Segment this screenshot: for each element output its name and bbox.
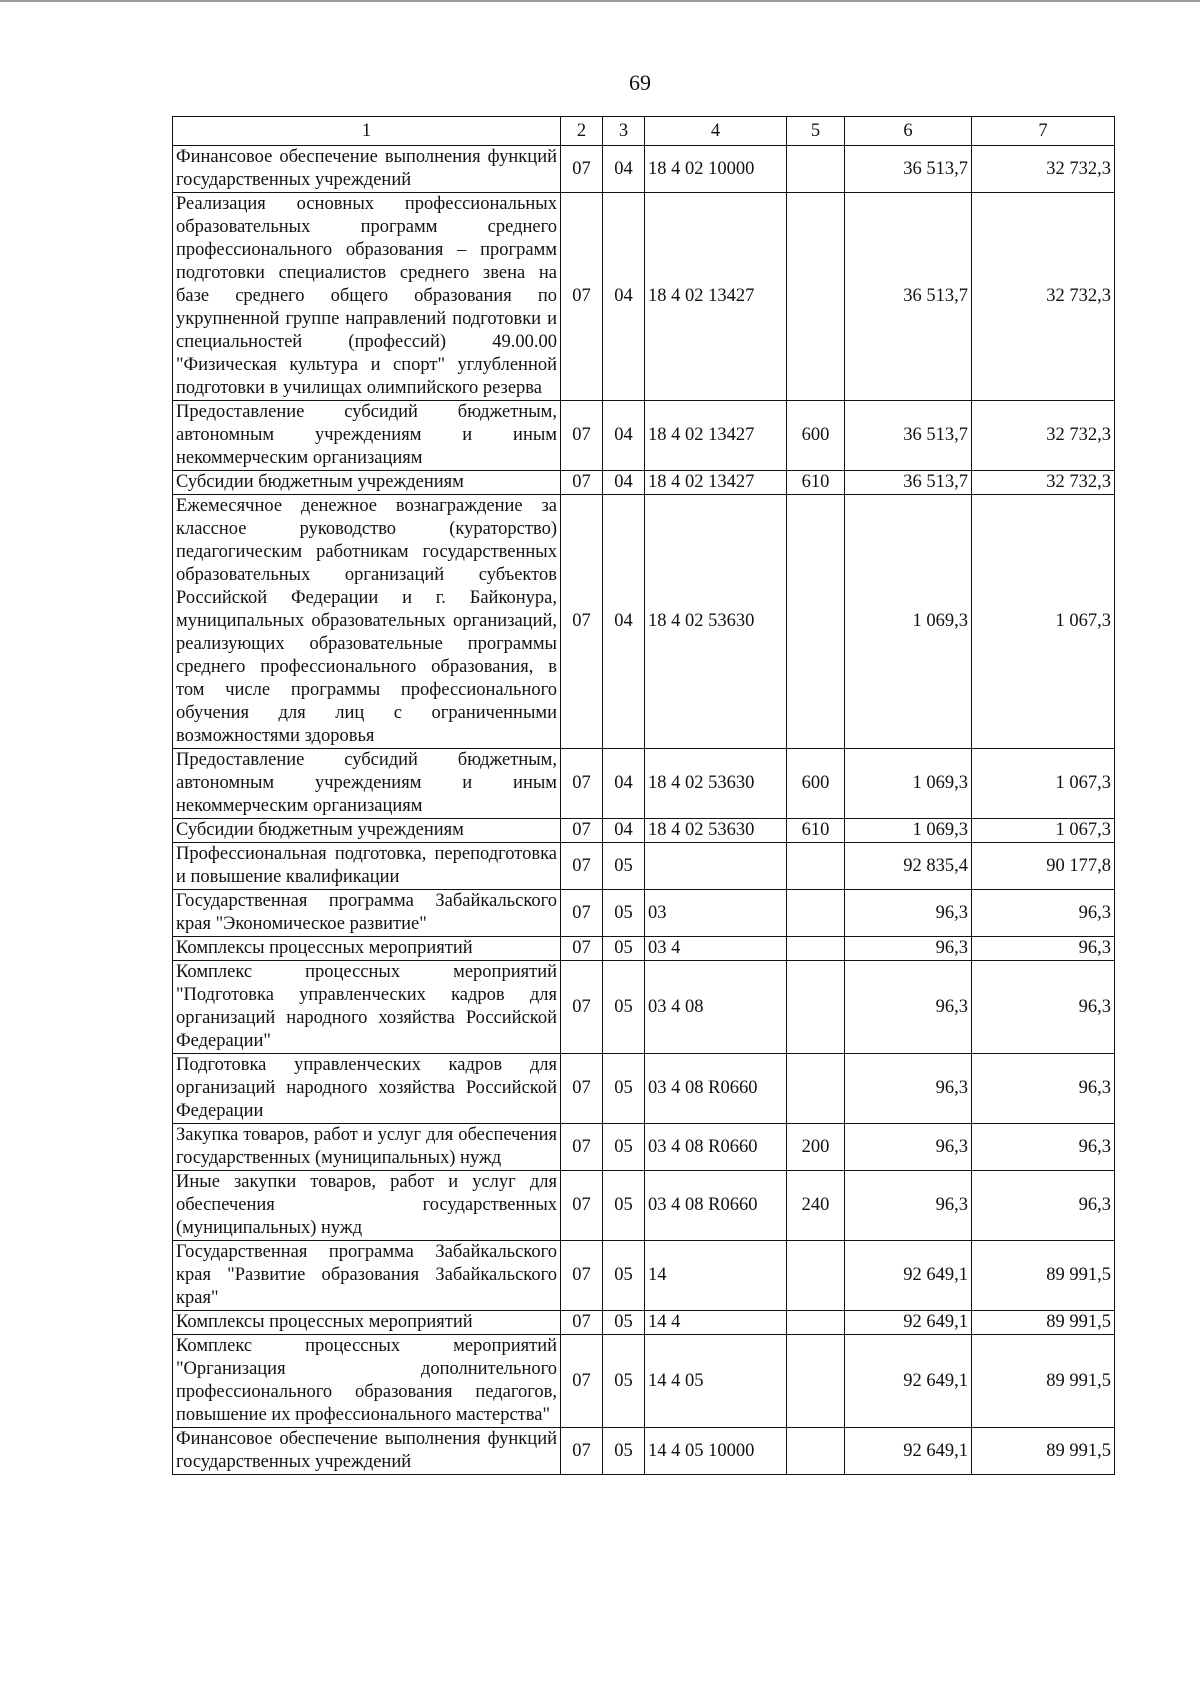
row-section: 07: [561, 1428, 603, 1475]
row-amount-2: 89 991,5: [972, 1241, 1115, 1311]
table-row: [173, 1054, 1115, 1124]
row-name: Финансовое обеспечение выполнения функций государственных учреждений: [173, 1428, 561, 1475]
row-amount-2: 32 732,3: [972, 146, 1115, 193]
row-expense-type: 610: [787, 471, 845, 495]
row-subsection: 05: [603, 1428, 645, 1475]
row-target-code: 14 4 05 10000: [645, 1428, 787, 1475]
row-expense-type: [787, 1311, 845, 1335]
table-row: [173, 1171, 1115, 1241]
row-name: Комплексы процессных мероприятий: [173, 937, 561, 961]
row-amount-2: 96,3: [972, 961, 1115, 1054]
row-name: Закупка товаров, работ и услуг для обеспечения государственных (муниципальных) нужд: [173, 1124, 561, 1171]
row-section: 07: [561, 1335, 603, 1428]
row-amount-1: 36 513,7: [845, 146, 972, 193]
header-col-3: 3: [603, 117, 645, 146]
row-expense-type: 600: [787, 401, 845, 471]
row-target-code: 03: [645, 890, 787, 937]
row-amount-1: 96,3: [845, 937, 972, 961]
row-amount-2: 96,3: [972, 937, 1115, 961]
row-amount-2: 89 991,5: [972, 1335, 1115, 1428]
table-row: [173, 471, 1115, 495]
row-subsection: 04: [603, 471, 645, 495]
row-section: 07: [561, 146, 603, 193]
row-section: 07: [561, 1171, 603, 1241]
row-amount-1: 36 513,7: [845, 401, 972, 471]
row-name: Комплексы процессных мероприятий: [173, 1311, 561, 1335]
row-expense-type: [787, 843, 845, 890]
row-expense-type: [787, 1241, 845, 1311]
row-name: Комплекс процессных мероприятий "Организация дополнительного профессионального образования педагогов, повышение их профессионального мастерства": [173, 1335, 561, 1428]
row-amount-1: 96,3: [845, 961, 972, 1054]
row-subsection: 04: [603, 401, 645, 471]
row-target-code: [645, 843, 787, 890]
table-header-row: [173, 117, 1115, 146]
row-subsection: 05: [603, 961, 645, 1054]
row-target-code: 18 4 02 13427: [645, 193, 787, 401]
table-row: [173, 193, 1115, 401]
row-target-code: 14 4: [645, 1311, 787, 1335]
row-section: 07: [561, 1241, 603, 1311]
row-target-code: 03 4 08: [645, 961, 787, 1054]
row-target-code: 18 4 02 13427: [645, 401, 787, 471]
row-amount-1: 1 069,3: [845, 819, 972, 843]
row-target-code: 03 4 08 R0660: [645, 1124, 787, 1171]
row-amount-1: 36 513,7: [845, 193, 972, 401]
row-amount-2: 89 991,5: [972, 1311, 1115, 1335]
row-name: Финансовое обеспечение выполнения функций государственных учреждений: [173, 146, 561, 193]
table-row: [173, 495, 1115, 749]
scan-edge-line: [0, 0, 1200, 2]
row-amount-2: 1 067,3: [972, 495, 1115, 749]
row-amount-1: 92 649,1: [845, 1335, 972, 1428]
row-subsection: 05: [603, 1171, 645, 1241]
row-name: Иные закупки товаров, работ и услуг для обеспечения государственных (муниципальных) нужд: [173, 1171, 561, 1241]
row-amount-2: 32 732,3: [972, 193, 1115, 401]
row-target-code: 18 4 02 53630: [645, 749, 787, 819]
row-amount-2: 89 991,5: [972, 1428, 1115, 1475]
row-section: 07: [561, 401, 603, 471]
row-section: 07: [561, 1311, 603, 1335]
header-col-4: 4: [645, 117, 787, 146]
header-col-6: 6: [845, 117, 972, 146]
table-row: [173, 1428, 1115, 1475]
row-expense-type: [787, 146, 845, 193]
row-amount-1: 96,3: [845, 1124, 972, 1171]
row-expense-type: [787, 961, 845, 1054]
row-amount-1: 96,3: [845, 890, 972, 937]
row-amount-1: 1 069,3: [845, 495, 972, 749]
table-row: [173, 146, 1115, 193]
row-subsection: 04: [603, 193, 645, 401]
row-amount-1: 92 649,1: [845, 1428, 972, 1475]
row-amount-1: 96,3: [845, 1171, 972, 1241]
row-target-code: 03 4 08 R0660: [645, 1054, 787, 1124]
row-amount-1: 92 649,1: [845, 1311, 972, 1335]
row-name: Государственная программа Забайкальского края "Развитие образования Забайкальского края": [173, 1241, 561, 1311]
row-expense-type: [787, 495, 845, 749]
row-amount-2: 32 732,3: [972, 471, 1115, 495]
table-row: [173, 749, 1115, 819]
row-section: 07: [561, 471, 603, 495]
row-expense-type: [787, 193, 845, 401]
row-expense-type: [787, 890, 845, 937]
row-target-code: 14 4 05: [645, 1335, 787, 1428]
budget-table: [172, 116, 1115, 1475]
row-subsection: 05: [603, 937, 645, 961]
row-expense-type: 240: [787, 1171, 845, 1241]
row-subsection: 04: [603, 495, 645, 749]
row-name: Реализация основных профессиональных образовательных программ среднего профессионального образования – программ подготовки специалистов среднего звена на базе среднего общего образования по укрупненной группе направлений подготовки и специальностей (профессий) 49.00.00 "Физическая культура и спорт" углубленной подготовки в училищах олимпийского резерва: [173, 193, 561, 401]
header-col-7: 7: [972, 117, 1115, 146]
row-section: 07: [561, 843, 603, 890]
header-col-5: 5: [787, 117, 845, 146]
header-col-2: 2: [561, 117, 603, 146]
row-amount-2: 96,3: [972, 1054, 1115, 1124]
row-section: 07: [561, 749, 603, 819]
row-amount-2: 1 067,3: [972, 819, 1115, 843]
table-row: [173, 1335, 1115, 1428]
row-amount-2: 1 067,3: [972, 749, 1115, 819]
page-number: 69: [629, 70, 651, 95]
row-amount-2: 32 732,3: [972, 401, 1115, 471]
row-section: 07: [561, 961, 603, 1054]
row-amount-2: 96,3: [972, 890, 1115, 937]
row-expense-type: [787, 1335, 845, 1428]
table-row: [173, 401, 1115, 471]
row-target-code: 03 4: [645, 937, 787, 961]
row-expense-type: [787, 1054, 845, 1124]
row-subsection: 04: [603, 819, 645, 843]
row-target-code: 03 4 08 R0660: [645, 1171, 787, 1241]
table-row: [173, 843, 1115, 890]
row-name: Предоставление субсидий бюджетным, автономным учреждениям и иным некоммерческим организациям: [173, 401, 561, 471]
row-expense-type: 600: [787, 749, 845, 819]
table-row: [173, 1311, 1115, 1335]
row-expense-type: 200: [787, 1124, 845, 1171]
row-subsection: 05: [603, 843, 645, 890]
row-name: Субсидии бюджетным учреждениям: [173, 471, 561, 495]
row-subsection: 04: [603, 749, 645, 819]
row-name: Ежемесячное денежное вознаграждение за классное руководство (кураторство) педагогическим работникам государственных образовательных организаций субъектов Российской Федерации и г. Байконура, муниципальных образовательных организаций, реализующих образовательные программы среднего профессионального образования, в том числе программы профессионального обучения для лиц с ограниченными возможностями здоровья: [173, 495, 561, 749]
row-subsection: 05: [603, 1335, 645, 1428]
row-name: Подготовка управленческих кадров для организаций народного хозяйства Российской Федерации: [173, 1054, 561, 1124]
row-target-code: 18 4 02 53630: [645, 495, 787, 749]
table-row: [173, 937, 1115, 961]
row-section: 07: [561, 1124, 603, 1171]
table-row: [173, 1241, 1115, 1311]
row-subsection: 05: [603, 1124, 645, 1171]
row-subsection: 05: [603, 890, 645, 937]
row-expense-type: 610: [787, 819, 845, 843]
table-row: [173, 961, 1115, 1054]
header-col-1: 1: [173, 117, 561, 146]
row-section: 07: [561, 495, 603, 749]
row-section: 07: [561, 819, 603, 843]
row-amount-2: 96,3: [972, 1124, 1115, 1171]
row-amount-2: 96,3: [972, 1171, 1115, 1241]
row-name: Предоставление субсидий бюджетным, автономным учреждениям и иным некоммерческим организациям: [173, 749, 561, 819]
row-name: Комплекс процессных мероприятий "Подготовка управленческих кадров для организаций народного хозяйства Российской Федерации": [173, 961, 561, 1054]
row-subsection: 04: [603, 146, 645, 193]
table-row: [173, 890, 1115, 937]
row-amount-1: 1 069,3: [845, 749, 972, 819]
row-subsection: 05: [603, 1311, 645, 1335]
row-amount-2: 90 177,8: [972, 843, 1115, 890]
row-name: Государственная программа Забайкальского края "Экономическое развитие": [173, 890, 561, 937]
row-target-code: 18 4 02 53630: [645, 819, 787, 843]
row-target-code: 18 4 02 10000: [645, 146, 787, 193]
table-row: [173, 819, 1115, 843]
row-subsection: 05: [603, 1241, 645, 1311]
row-section: 07: [561, 193, 603, 401]
table-row: [173, 1124, 1115, 1171]
row-expense-type: [787, 937, 845, 961]
row-amount-1: 92 835,4: [845, 843, 972, 890]
row-amount-1: 92 649,1: [845, 1241, 972, 1311]
row-subsection: 05: [603, 1054, 645, 1124]
row-name: Субсидии бюджетным учреждениям: [173, 819, 561, 843]
row-section: 07: [561, 890, 603, 937]
row-name: Профессиональная подготовка, переподготовка и повышение квалификации: [173, 843, 561, 890]
row-amount-1: 96,3: [845, 1054, 972, 1124]
row-amount-1: 36 513,7: [845, 471, 972, 495]
row-section: 07: [561, 937, 603, 961]
row-target-code: 18 4 02 13427: [645, 471, 787, 495]
row-target-code: 14: [645, 1241, 787, 1311]
row-expense-type: [787, 1428, 845, 1475]
row-section: 07: [561, 1054, 603, 1124]
